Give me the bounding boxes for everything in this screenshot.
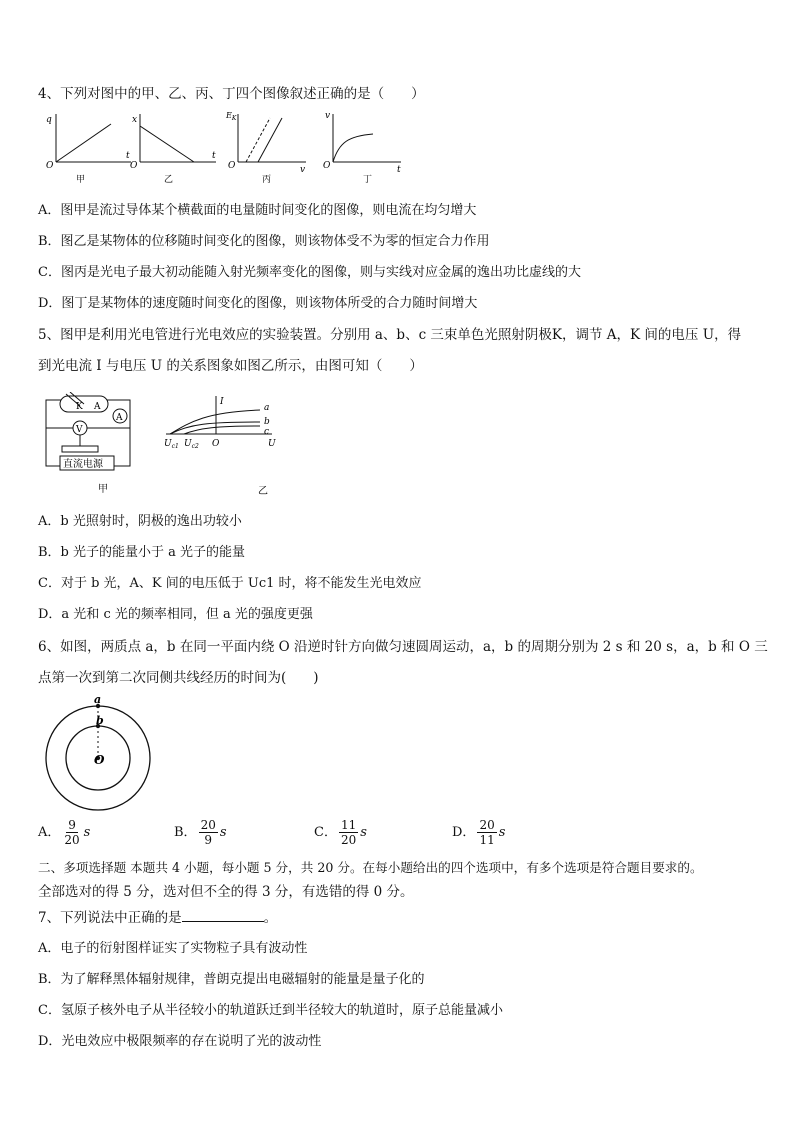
graph-jia [46,114,131,185]
q5-option-d: D．a 光和 c 光的频率相同，但 a 光的强度更强 [38,607,313,622]
q5-option-b: B．b 光子的能量小于 a 光子的能量 [38,545,246,560]
graph-yi [130,114,216,185]
svg-text:a: a [264,403,270,413]
svg-text:O: O [130,161,138,171]
q7-option-a: A．电子的衍射图样证实了实物粒子具有波动性 [38,941,308,956]
svg-text:A: A [94,402,101,412]
svg-text:a: a [94,694,102,706]
ammeter: A [116,413,123,423]
q6-option-b: B． $\frac{20}{9}$ s [174,818,227,847]
section2-line2: 全部选对的得 5 分，选对但不全的得 3 分，有选错的得 0 分。 [38,884,414,900]
svg-text:b: b [96,714,104,727]
q5-stem-line2: 到光电流 I 与电压 U 的关系图象如图乙所示，由图可知（ ） [38,358,423,374]
q4-option-d: D．图丁是某物体的速度随时间变化的图像，则该物体所受的合力随时间增大 [38,296,478,311]
q4-stem: 4、下列对图中的甲、乙、丙、丁四个图像叙述正确的是（ ） [38,86,425,102]
svg-text:丙: 丙 [262,175,272,185]
q6-option-a: A． $\frac{9}{20}$ s [38,818,91,847]
svg-text:t: t [126,151,130,161]
svg-text:b: b [264,417,270,427]
q6-stem-line2: 点第一次到第二次同侧共线经历的时间为( ) [38,670,319,686]
graph-ding [323,111,401,185]
svg-text:x: x [132,115,138,125]
q4-option-b: B．图乙是某物体的位移随时间变化的图像，则该物体受不为零的恒定合力作用 [38,234,490,249]
q7-option-d: D．光电效应中极限频率的存在说明了光的波动性 [38,1034,322,1049]
q6-option-c: C． $\frac{11}{20}$ s [314,818,367,847]
iu-graph-caption: 乙 [258,486,268,497]
graph-bing [225,111,306,185]
svg-text:Uc1: $U_{c1}$ [164,439,179,450]
svg-text:O: O [46,161,54,171]
svg-text:v: v [300,165,306,175]
q4-option-c: C．图丙是光电子最大初动能随入射光频率变化的图像，则与实线对应金属的逸出功比虚线的大 [38,265,581,280]
q5-circuit-diagram [40,392,140,500]
q5-option-c: C．对于 b 光，A、K 间的电压低于 Uc1 时，将不能发生光电效应 [38,576,422,591]
q7-stem: 7、下列说法中正确的是 。 [38,910,278,926]
q6-orbit-diagram [36,694,166,816]
q4-option-a: A．图甲是流过导体某个横截面的电量随时间变化的图像，则电流在均匀增大 [38,203,477,218]
svg-text:c: c [264,427,270,437]
voltmeter: V [76,425,83,435]
svg-text:t: t [212,151,216,161]
svg-text:EK: $E_K$ [226,111,237,122]
q5-option-a: A．b 光照射时，阴极的逸出功较小 [38,514,242,529]
svg-text:v: v [325,111,331,121]
circuit-caption: 甲 [98,484,108,495]
svg-text:O: O [212,439,220,449]
q6-stem-line1: 6、如图，两质点 a，b 在同一平面内绕 O 沿逆时针方向做匀速圆周运动，a，b 的周期分别为 2 s 和 20 s，a，b 和 O 三 [38,639,768,655]
svg-text:Uc2: $U_{c2}$ [184,439,199,450]
graph-jia-ylabel: q [46,115,52,125]
q6-option-d: D． $\frac{20}{11}$ s [452,818,506,847]
svg-text:O: O [228,161,236,171]
dc-source-label: 直流电源 [63,459,103,470]
q7-option-c: C．氢原子核外电子从半径较小的轨道跃迁到半径较大的轨道时，原子总能量减小 [38,1003,503,1018]
q5-iu-graph [160,394,280,500]
svg-text:丁: 丁 [363,175,373,185]
svg-text:t: t [397,165,401,175]
svg-text:I: I [220,397,224,407]
q7-option-b: B．为了解释黑体辐射规律，普朗克提出电磁辐射的能量是量子化的 [38,972,425,987]
svg-text:乙: 乙 [164,175,174,185]
svg-text:U: U [268,439,276,449]
svg-text:O: O [323,161,331,171]
answer-blank[interactable] [182,909,264,922]
q5-stem-line1: 5、图甲是利用光电管进行光电效应的实验装置。分别用 a、b、c 三束单色光照射阴极K，调节 A，K 间的电压 U，得 [38,327,742,343]
graph-jia-caption: 甲 [76,175,86,185]
svg-text:O: O [94,753,105,767]
q4-graphs [36,106,416,188]
section2-line1: 二、多项选择题 本题共 4 小题，每小题 5 分，共 20 分。在每小题给出的四个选项中，有多个选项是符合题目要求的。 [38,860,703,875]
svg-text:K: K [76,402,83,412]
